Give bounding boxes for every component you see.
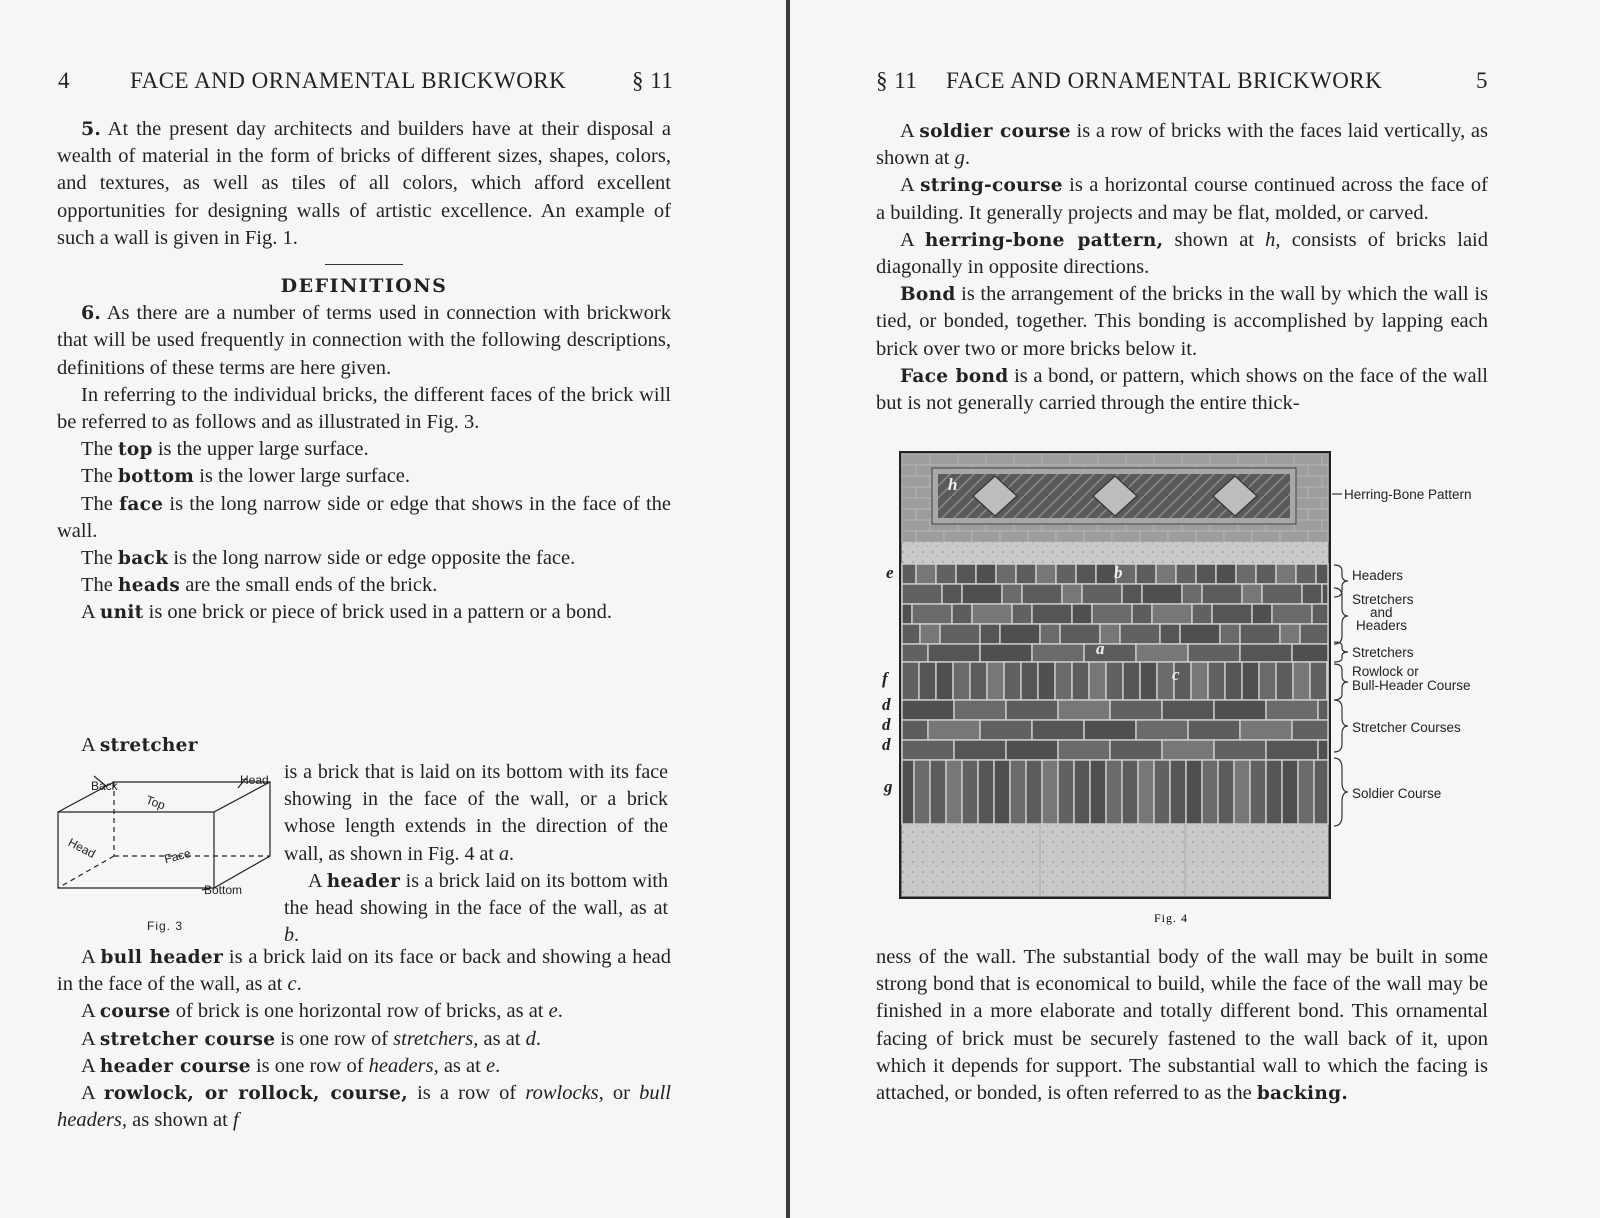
brick xyxy=(920,624,940,644)
def-top: The top is the upper large surface. xyxy=(81,438,369,461)
frame-brick xyxy=(1126,454,1154,465)
label-braces xyxy=(1332,494,1348,826)
brick xyxy=(1312,604,1328,624)
brick xyxy=(1302,584,1322,604)
brick xyxy=(928,644,980,662)
side-letter-f: f xyxy=(882,669,888,688)
brick xyxy=(1266,760,1282,824)
def-bull-header: A bull header is a brick laid on its face or back and showing a head in the face of the wall, as at c. xyxy=(57,946,671,996)
brick xyxy=(902,644,928,662)
brick xyxy=(1012,604,1032,624)
string-course-band xyxy=(902,542,1328,564)
brick xyxy=(1090,760,1106,824)
brick xyxy=(1240,644,1292,662)
term-course: course xyxy=(99,1001,171,1023)
brick xyxy=(962,584,1002,604)
fig4-caption: Fig. 4 xyxy=(1154,911,1189,925)
para-text: At the present day architects and builders have at their disposal a wealth of material in the form of bricks of different sizes, shapes, colors, and textures, as well as tiles of all colors, which afford excellent opportunities for designing walls of artistic excellence. An example of such a wall is given in Fig. 1. xyxy=(57,118,672,249)
brick xyxy=(1242,584,1262,604)
brick xyxy=(1214,700,1266,720)
fig3-brick-diagram xyxy=(54,764,284,944)
brick xyxy=(914,760,930,824)
frame-brick xyxy=(1308,531,1328,542)
brick xyxy=(1272,604,1312,624)
def-course: A course of brick is one horizontal row of bricks, as at e. xyxy=(81,1000,563,1023)
definitions-heading: DEFINITIONS xyxy=(280,275,448,298)
brick xyxy=(1202,760,1218,824)
brick xyxy=(902,700,954,720)
brick xyxy=(1156,564,1176,584)
left-page xyxy=(0,0,786,1218)
brick xyxy=(1225,662,1242,700)
label-stretchers-and-headers-1: Stretchers xyxy=(1352,592,1414,607)
frame-brick xyxy=(1322,498,1328,509)
brick xyxy=(1036,564,1056,584)
brick xyxy=(1266,700,1318,720)
frame-brick xyxy=(1042,454,1070,465)
frame-brick xyxy=(1294,454,1322,465)
brick xyxy=(902,624,920,644)
brick xyxy=(1032,720,1084,740)
frame-brick xyxy=(1280,531,1308,542)
brick xyxy=(1021,662,1038,700)
brick xyxy=(1192,604,1212,624)
page-number: 5 xyxy=(1476,68,1488,93)
term-header: header xyxy=(326,870,401,892)
page-number: 4 xyxy=(58,68,70,93)
def-stretcher-lead: A stretcher xyxy=(81,734,198,756)
letter-h: h xyxy=(948,475,958,494)
label-rowlock-2: Bull-Header Course xyxy=(1352,678,1471,693)
term-bull-header: bull header xyxy=(100,947,224,968)
frame-brick xyxy=(1308,487,1328,498)
term-top: top xyxy=(118,439,153,461)
brick xyxy=(1106,760,1122,824)
brick xyxy=(942,584,962,604)
frame-brick xyxy=(944,531,972,542)
def-string-course: A string-course is a horizontal course continued across the face of a building. It generally projects and may be flat, molded, or carved. xyxy=(876,174,1488,224)
def-header: A header is a brick laid on its bottom with the head showing in the face of the wall, as at b. xyxy=(284,869,668,947)
label-head-side: Head xyxy=(65,835,98,861)
brick xyxy=(1214,740,1266,760)
brick xyxy=(1182,584,1202,604)
term-face: face xyxy=(119,493,164,515)
brick xyxy=(1262,584,1302,604)
brick xyxy=(996,564,1016,584)
brick xyxy=(1022,584,1062,604)
frame-brick xyxy=(1070,454,1098,465)
brick xyxy=(976,564,996,584)
brick xyxy=(1170,760,1186,824)
brick xyxy=(1266,740,1318,760)
brick xyxy=(980,644,1032,662)
brick xyxy=(970,662,987,700)
left-text-upper xyxy=(57,116,671,627)
frame-brick xyxy=(1028,531,1056,542)
def-header-course: A header course is one row of headers, as at e. xyxy=(81,1054,501,1077)
brick xyxy=(962,760,978,824)
brick xyxy=(978,760,994,824)
frame-brick xyxy=(1224,531,1252,542)
brick xyxy=(1152,604,1192,624)
label-herring-bone: Herring-Bone Pattern xyxy=(1344,487,1472,502)
brick xyxy=(1292,644,1328,662)
label-bottom: Bottom xyxy=(204,883,243,897)
running-title: FACE AND ORNAMENTAL BRICKWORK xyxy=(946,68,1383,93)
fig4-wall-illustration xyxy=(880,448,1580,948)
brick xyxy=(994,760,1010,824)
brick xyxy=(1058,760,1074,824)
brick xyxy=(1202,584,1242,604)
brick xyxy=(1276,564,1296,584)
frame-brick xyxy=(1308,509,1328,520)
brick xyxy=(1092,604,1132,624)
brick xyxy=(1074,760,1090,824)
brick xyxy=(1060,624,1100,644)
label-top: Top xyxy=(144,792,168,813)
brick xyxy=(1208,662,1225,700)
brick xyxy=(1000,624,1040,644)
base-stone xyxy=(902,824,1328,896)
brick xyxy=(1006,700,1058,720)
frame-brick xyxy=(1154,454,1182,465)
brick xyxy=(916,564,936,584)
frame-brick xyxy=(972,531,1000,542)
brick xyxy=(1122,760,1138,824)
frame-brick xyxy=(1056,531,1084,542)
brick xyxy=(1032,604,1072,624)
brick xyxy=(902,740,954,760)
brick xyxy=(1138,760,1154,824)
side-letter-d1: d xyxy=(882,695,891,714)
brick xyxy=(902,564,916,584)
frame-brick xyxy=(1294,476,1322,487)
def-heads: The heads are the small ends of the brick. xyxy=(81,574,438,597)
brick xyxy=(1176,564,1196,584)
brick xyxy=(1216,564,1236,584)
brick xyxy=(1322,584,1328,604)
frame-brick xyxy=(930,454,958,465)
brick xyxy=(936,662,953,700)
term-rowlock: rowlock, or rollock, course, xyxy=(103,1083,408,1105)
def-face: The face is the long narrow side or edge that shows in the face of the wall. xyxy=(57,492,671,542)
brick xyxy=(1240,624,1280,644)
brick xyxy=(1040,624,1060,644)
right-text-lower xyxy=(876,944,1488,1107)
brick xyxy=(1234,760,1250,824)
frame-brick xyxy=(1322,520,1328,531)
label-soldier-course: Soldier Course xyxy=(1352,786,1442,801)
term-backing: backing. xyxy=(1256,1083,1349,1105)
brick xyxy=(940,624,980,644)
left-text-stretcher-lead xyxy=(57,732,671,759)
frame-brick xyxy=(1000,531,1028,542)
brick xyxy=(954,740,1006,760)
def-stretcher-body: is a brick that is laid on its bottom with its face showing in the face of the wall, or a brick whose length extends in the direction of the wall, as shown in Fig. 4 at a. xyxy=(284,761,668,865)
frame-brick xyxy=(1238,454,1266,465)
brick xyxy=(1072,662,1089,700)
def-unit: A unit is one brick or piece of brick used in a pattern or a bond. xyxy=(81,601,612,624)
brick xyxy=(1154,760,1170,824)
label-headers: Headers xyxy=(1352,568,1404,583)
frame-brick xyxy=(902,498,930,509)
frame-brick xyxy=(1322,476,1328,487)
brick xyxy=(1132,604,1152,624)
brick xyxy=(1072,604,1092,624)
brick xyxy=(1236,564,1256,584)
brick xyxy=(980,720,1032,740)
side-letter-g: g xyxy=(884,777,893,796)
frame-brick xyxy=(1112,531,1140,542)
frame-brick xyxy=(1322,454,1328,465)
term-heads: heads xyxy=(118,575,181,597)
brick xyxy=(1188,720,1240,740)
brick xyxy=(1010,760,1026,824)
brick xyxy=(1142,584,1182,604)
brick xyxy=(1106,662,1123,700)
brick xyxy=(1076,564,1096,584)
brick xyxy=(1282,760,1298,824)
brick xyxy=(1032,644,1084,662)
brick xyxy=(1084,720,1136,740)
brick xyxy=(956,564,976,584)
faces-intro: In referring to the individual bricks, the different faces of the brick will be referred to as follows and as illustrated in Fig. 3. xyxy=(57,383,671,434)
term-soldier-course: soldier course xyxy=(919,121,1071,142)
frame-brick xyxy=(1140,531,1168,542)
brick xyxy=(902,662,919,700)
right-text-upper xyxy=(876,118,1488,417)
brick xyxy=(1016,564,1036,584)
def-back: The back is the long narrow side or edge opposite the face. xyxy=(81,547,576,570)
frame-brick xyxy=(902,454,930,465)
brick xyxy=(987,662,1004,700)
brick xyxy=(1006,740,1058,760)
brick xyxy=(1252,604,1272,624)
side-letter-e: e xyxy=(886,563,894,582)
side-letter-d2: d xyxy=(882,715,891,734)
term-unit: unit xyxy=(99,602,144,624)
letter-c: c xyxy=(1172,665,1180,684)
frame-brick xyxy=(902,476,930,487)
para-text: As there are a number of terms used in connection with brickwork that will be used frequently in connection with the following descriptions, definitions of these terms are here given. xyxy=(57,302,671,379)
term-stretcher: stretcher xyxy=(99,735,198,756)
brick xyxy=(902,604,912,624)
brick xyxy=(1042,760,1058,824)
term-back: back xyxy=(118,548,169,570)
brick xyxy=(1250,760,1266,824)
frame-brick xyxy=(958,454,986,465)
brick xyxy=(1162,700,1214,720)
brick xyxy=(1062,584,1082,604)
brick xyxy=(1089,662,1106,700)
brick xyxy=(1123,662,1140,700)
brick xyxy=(1240,720,1292,740)
section-rule xyxy=(325,264,403,265)
letter-a: a xyxy=(1096,639,1105,658)
letter-b: b xyxy=(1114,563,1123,582)
label-stretcher-courses: Stretcher Courses xyxy=(1352,720,1461,735)
brick xyxy=(1318,700,1328,720)
brick xyxy=(902,720,928,740)
frame-brick xyxy=(1308,465,1328,476)
label-face: Face xyxy=(162,846,193,867)
brick xyxy=(972,604,1012,624)
brick xyxy=(1276,662,1293,700)
brick xyxy=(1038,662,1055,700)
brick xyxy=(946,760,962,824)
brick xyxy=(1298,760,1314,824)
paragraph-5 xyxy=(57,116,671,252)
label-head-top: Head xyxy=(240,773,269,787)
brick xyxy=(1055,662,1072,700)
para-number: 5. xyxy=(81,118,101,140)
brick xyxy=(1056,564,1076,584)
brick xyxy=(1122,584,1142,604)
label-stretchers-and-headers-3: Headers xyxy=(1356,618,1408,633)
brick xyxy=(1096,564,1116,584)
def-bond: Bond is the arrangement of the bricks in the wall by which the wall is tied, or bonded, together. This bonding is accomplished by lapping each brick over two or more bricks below it. xyxy=(876,283,1488,360)
brick xyxy=(1186,760,1202,824)
brick xyxy=(1242,662,1259,700)
brick xyxy=(953,662,970,700)
brick xyxy=(1293,662,1310,700)
frame-brick xyxy=(986,454,1014,465)
term-bottom: bottom xyxy=(118,466,195,488)
brick xyxy=(1292,720,1328,740)
brick xyxy=(1280,624,1300,644)
def-rowlock: A rowlock, or rollock, course, is a row of rowlocks, or bull headers, as shown at f xyxy=(57,1082,671,1132)
brick xyxy=(1120,624,1160,644)
frame-brick xyxy=(1084,531,1112,542)
running-title: FACE AND ORNAMENTAL BRICKWORK xyxy=(130,68,567,93)
frame-brick xyxy=(1252,531,1280,542)
frame-brick xyxy=(1196,531,1224,542)
frame-brick xyxy=(1182,454,1210,465)
brick xyxy=(1318,740,1328,760)
frame-brick xyxy=(1294,498,1322,509)
section-mark: § 11 xyxy=(632,68,674,93)
brick xyxy=(952,604,972,624)
brick xyxy=(1314,760,1328,824)
brick xyxy=(1327,662,1328,700)
brick xyxy=(980,624,1000,644)
def-bottom: The bottom is the lower large surface. xyxy=(81,465,411,488)
label-stretchers: Stretchers xyxy=(1352,645,1414,660)
brick xyxy=(1136,720,1188,740)
continuation-paragraph: ness of the wall. The substantial body of the wall may be built in some strong bond that is economical to build, while the face of the wall may be finished in a more elaborate and totally different bond. This ornamental facing of brick must be securely fastened to the wall back of it, upon which it depends for support. The substantial wall to which the facing is attached, or bonded, is often referred to as the backing. xyxy=(876,946,1488,1105)
brick xyxy=(1212,604,1252,624)
label-back: Back xyxy=(91,779,118,793)
brick xyxy=(1196,564,1216,584)
brick xyxy=(1058,740,1110,760)
term-bond: Bond xyxy=(900,284,956,306)
brick xyxy=(1084,644,1136,662)
brick xyxy=(902,760,914,824)
brick xyxy=(1002,584,1022,604)
brick xyxy=(1136,644,1188,662)
brick xyxy=(1316,564,1328,584)
term-header-course: header course xyxy=(99,1055,251,1077)
brick xyxy=(1256,564,1276,584)
frame-brick xyxy=(902,520,930,531)
brick xyxy=(1160,624,1180,644)
brick xyxy=(1296,564,1316,584)
frame-brick xyxy=(1168,531,1196,542)
term-face-bond: Face bond xyxy=(900,365,1009,387)
brick xyxy=(1218,760,1234,824)
section-mark: § 11 xyxy=(876,68,918,93)
brick xyxy=(1180,624,1220,644)
brick xyxy=(919,662,936,700)
def-stretcher-course: A stretcher course is one row of stretchers, as at d. xyxy=(81,1027,541,1050)
brick xyxy=(1136,564,1156,584)
frame-brick xyxy=(1294,520,1322,531)
brick xyxy=(1026,760,1042,824)
brick xyxy=(1191,662,1208,700)
para-number: 6. xyxy=(81,302,101,325)
brick xyxy=(1162,740,1214,760)
fig3-caption: Fig. 3 xyxy=(147,919,184,933)
brick xyxy=(1220,624,1240,644)
frame-brick xyxy=(1210,454,1238,465)
def-soldier-course: A soldier course is a row of bricks with the faces laid vertically, as shown at g. xyxy=(876,120,1488,170)
label-rowlock-1: Rowlock or xyxy=(1352,664,1419,679)
term-herring-bone: herring-bone pattern, xyxy=(924,229,1164,251)
brick xyxy=(1058,700,1110,720)
brick xyxy=(1082,584,1122,604)
def-herring-bone: A herring-bone pattern, shown at h, consists of bricks laid diagonally in opposite directions. xyxy=(876,228,1489,279)
side-letter-d3: d xyxy=(882,735,891,754)
brick xyxy=(1140,662,1157,700)
left-text-beside-figure xyxy=(284,759,668,949)
brick xyxy=(902,584,942,604)
brick xyxy=(1004,662,1021,700)
def-face-bond: Face bond is a bond, or pattern, which shows on the face of the wall but is not generally carried through the entire thick- xyxy=(876,364,1488,415)
frame-brick xyxy=(1014,454,1042,465)
paragraph-6 xyxy=(57,300,671,382)
brick xyxy=(936,564,956,584)
brick xyxy=(912,604,952,624)
left-text-lower xyxy=(57,944,671,1134)
brick-courses xyxy=(902,564,1328,824)
frame-brick xyxy=(1266,454,1294,465)
frame-brick xyxy=(1098,454,1126,465)
brick xyxy=(1300,624,1328,644)
brick xyxy=(1310,662,1327,700)
brick xyxy=(954,700,1006,720)
brick xyxy=(928,720,980,740)
label-stretchers-and-headers-2: and xyxy=(1370,605,1393,620)
frame-brick xyxy=(916,531,944,542)
brick xyxy=(1110,740,1162,760)
term-stretcher-course: stretcher course xyxy=(99,1028,276,1050)
wall-image xyxy=(900,452,1330,898)
brick xyxy=(1259,662,1276,700)
brick xyxy=(930,760,946,824)
brick xyxy=(1110,700,1162,720)
brick xyxy=(1188,644,1240,662)
term-string-course: string-course xyxy=(920,175,1063,197)
